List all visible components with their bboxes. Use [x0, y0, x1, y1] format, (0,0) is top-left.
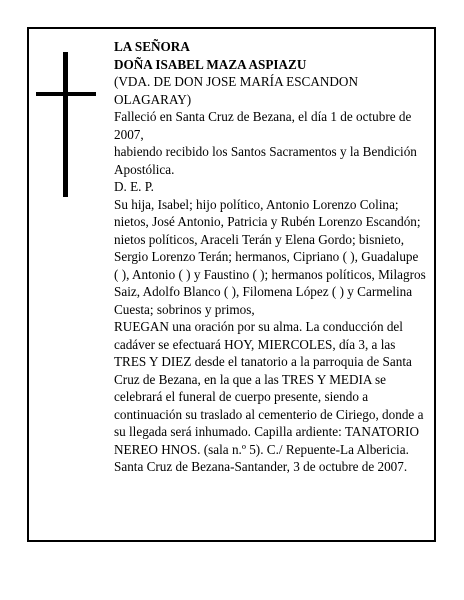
obituary-text: [114, 38, 426, 476]
widow-of-line: (VDA. DE DON JOSE MARÍA ESCANDON OLAGARAY): [114, 74, 358, 107]
cross-vertical-bar: [63, 52, 68, 197]
family-list: Su hija, Isabel; hijo político, Antonio Lorenzo Colina; nietos, José Antonio, Patricia y Rubén Lorenzo Escandón; nietos políticos, Araceli Terán y Elena Gordo; bisnieto, Sergio Lorenzo Terán; hermanos, Cipriano ( ), Guadalupe ( ), Antonio ( ) y Faustino ( ); hermanos políticos, Milagros Saiz, Adolfo Blanco ( ), Filomena López ( ) y Carmelina Cuesta; sobrinos y primos,: [114, 196, 426, 317]
rip-line: D. E. P.: [114, 179, 154, 194]
sacraments-statement: habiendo recibido los Santos Sacramentos y la Bendición Apostólica.: [114, 144, 417, 177]
cross-icon: [36, 52, 96, 197]
deceased-name: DOÑA ISABEL MAZA ASPIAZU: [114, 56, 307, 72]
cross-horizontal-bar: [36, 92, 96, 96]
place-and-date: Santa Cruz de Bezana-Santander, 3 de octubre de 2007.: [114, 459, 408, 474]
funeral-request: RUEGAN una oración por su alma. La conducción del cadáver se efectuará HOY, MIERCOLES, día 3, a las TRES Y DIEZ desde el tanatorio a la parroquia de Santa Cruz de Bezana, en la que a las TRES Y MEDIA se celebrará el funeral de cuerpo presente, siendo a continuación su traslado al cementerio de Ciriego, donde a su llegada será inhumado. Capilla ardiente: TANATORIO NEREO HNOS. (sala n.º 5). C./ Repuente-La Albericia.: [114, 319, 424, 457]
death-statement: Falleció en Santa Cruz de Bezana, el día 1 de octubre de 2007,: [114, 109, 412, 142]
obituary-title: LA SEÑORA: [114, 39, 190, 54]
